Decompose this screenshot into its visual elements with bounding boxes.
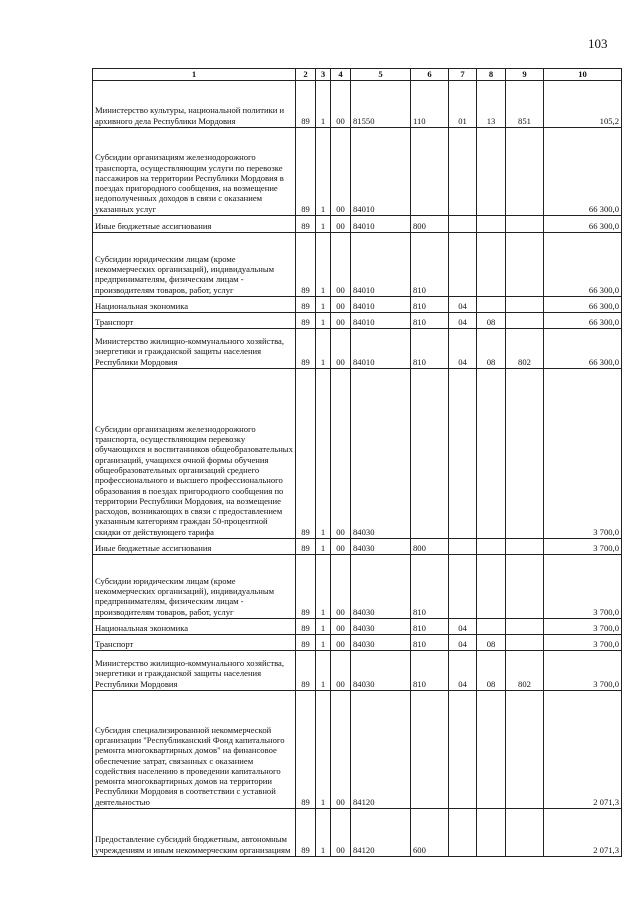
column-header-1: 1: [93, 69, 296, 81]
cell-col-3: 1: [316, 128, 331, 216]
cell-col-7: [449, 233, 477, 297]
cell-col-2: 89: [296, 555, 316, 619]
cell-col-5: 84010: [351, 313, 411, 329]
cell-col-7: [449, 539, 477, 555]
row-name: Предоставление субсидий бюджетным, автономным учреждениям и иным некоммерческим организациям: [93, 809, 296, 857]
table-row: [93, 369, 622, 539]
table-body: [93, 81, 622, 857]
cell-col-3: 1: [316, 691, 331, 809]
cell-col-10: 66 300,0: [544, 313, 622, 329]
cell-col-4: 00: [331, 635, 351, 651]
cell-col-3: 1: [316, 651, 331, 691]
row-name: Иные бюджетные ассигнования: [93, 216, 296, 233]
cell-col-7: 04: [449, 329, 477, 369]
cell-col-9: [506, 539, 544, 555]
cell-col-8: 08: [477, 635, 506, 651]
cell-col-2: 89: [296, 329, 316, 369]
cell-col-4: 00: [331, 297, 351, 313]
cell-col-2: 89: [296, 369, 316, 539]
column-header-10: 10: [544, 69, 622, 81]
cell-col-5: 84030: [351, 619, 411, 635]
cell-col-9: [506, 635, 544, 651]
cell-col-6: [411, 369, 449, 539]
cell-col-5: 81550: [351, 81, 411, 128]
row-name: Субсидии юридическим лицам (кроме некоммерческих организаций), индивидуальным предпринимателям, физическим лицам - производителям товаров, работ, услуг: [93, 233, 296, 297]
cell-col-10: 3 700,0: [544, 635, 622, 651]
cell-col-4: 00: [331, 313, 351, 329]
cell-col-8: [477, 233, 506, 297]
row-name: Субсидии организациям железнодорожного транспорта, осуществляющим перевозку обучающихся и воспитанников общеобразовательных организаций, учащихся очной формы обучения общеобразовательных организаций среднего профессионального и высшего профессионального образования в поездах пригородного сообщения по территории Республики Мордовия, на возмещение расходов, возникающих в связи с предоставлением указанным категориям граждан 50-процентной скидки от действующего тарифа: [93, 369, 296, 539]
cell-col-3: 1: [316, 369, 331, 539]
cell-col-10: 66 300,0: [544, 297, 622, 313]
column-header-9: 9: [506, 69, 544, 81]
cell-col-5: 84030: [351, 635, 411, 651]
cell-col-5: 84120: [351, 809, 411, 857]
cell-col-10: 3 700,0: [544, 539, 622, 555]
cell-col-2: 89: [296, 809, 316, 857]
table-row: [93, 539, 622, 555]
row-name: Министерство жилищно-коммунального хозяйства, энергетики и гражданской защиты населения Республики Мордовия: [93, 329, 296, 369]
cell-col-6: 600: [411, 809, 449, 857]
cell-col-8: [477, 555, 506, 619]
column-header-5: 5: [351, 69, 411, 81]
cell-col-4: 00: [331, 555, 351, 619]
cell-col-9: 802: [506, 329, 544, 369]
cell-col-6: 800: [411, 216, 449, 233]
cell-col-5: 84030: [351, 369, 411, 539]
cell-col-8: [477, 539, 506, 555]
cell-col-10: 66 300,0: [544, 216, 622, 233]
cell-col-9: 851: [506, 81, 544, 128]
cell-col-7: 04: [449, 619, 477, 635]
cell-col-8: [477, 691, 506, 809]
cell-col-6: 810: [411, 651, 449, 691]
cell-col-9: [506, 313, 544, 329]
cell-col-4: 00: [331, 369, 351, 539]
cell-col-9: [506, 128, 544, 216]
cell-col-4: 00: [331, 329, 351, 369]
cell-col-10: 66 300,0: [544, 329, 622, 369]
cell-col-3: 1: [316, 809, 331, 857]
cell-col-2: 89: [296, 233, 316, 297]
column-header-2: 2: [296, 69, 316, 81]
cell-col-8: [477, 619, 506, 635]
cell-col-2: 89: [296, 313, 316, 329]
cell-col-7: 04: [449, 313, 477, 329]
budget-table: [92, 68, 622, 857]
cell-col-6: 810: [411, 555, 449, 619]
cell-col-9: [506, 297, 544, 313]
cell-col-2: 89: [296, 539, 316, 555]
row-name: Транспорт: [93, 313, 296, 329]
cell-col-4: 00: [331, 619, 351, 635]
cell-col-5: 84120: [351, 691, 411, 809]
cell-col-4: 00: [331, 539, 351, 555]
cell-col-8: [477, 369, 506, 539]
row-name: Субсидии юридическим лицам (кроме некоммерческих организаций), индивидуальным предпринимателям, физическим лицам - производителям товаров, работ, услуг: [93, 555, 296, 619]
cell-col-9: [506, 369, 544, 539]
cell-col-3: 1: [316, 81, 331, 128]
cell-col-5: 84030: [351, 539, 411, 555]
row-name: Национальная экономика: [93, 297, 296, 313]
cell-col-7: [449, 691, 477, 809]
row-name: Транспорт: [93, 635, 296, 651]
table-row: [93, 809, 622, 857]
cell-col-2: 89: [296, 651, 316, 691]
cell-col-6: [411, 128, 449, 216]
page-number: 103: [588, 36, 608, 51]
cell-col-2: 89: [296, 81, 316, 128]
table-row: [93, 81, 622, 128]
cell-col-10: 105,2: [544, 81, 622, 128]
cell-col-9: 802: [506, 651, 544, 691]
table-row: [93, 128, 622, 216]
cell-col-5: 84010: [351, 297, 411, 313]
cell-col-3: 1: [316, 313, 331, 329]
column-header-8: 8: [477, 69, 506, 81]
cell-col-7: [449, 809, 477, 857]
cell-col-5: 84010: [351, 329, 411, 369]
cell-col-7: [449, 369, 477, 539]
cell-col-7: [449, 216, 477, 233]
cell-col-6: 800: [411, 539, 449, 555]
row-name: Национальная экономика: [93, 619, 296, 635]
cell-col-8: [477, 297, 506, 313]
cell-col-8: 08: [477, 313, 506, 329]
table-row: [93, 313, 622, 329]
cell-col-6: 810: [411, 297, 449, 313]
cell-col-6: 810: [411, 329, 449, 369]
cell-col-6: [411, 691, 449, 809]
cell-col-6: 810: [411, 313, 449, 329]
table-row: [93, 619, 622, 635]
cell-col-10: 2 071,3: [544, 809, 622, 857]
cell-col-3: 1: [316, 329, 331, 369]
table-row: [93, 691, 622, 809]
column-header-4: 4: [331, 69, 351, 81]
cell-col-10: 66 300,0: [544, 128, 622, 216]
row-name: Министерство культуры, национальной политики и архивного дела Республики Мордовия: [93, 81, 296, 128]
cell-col-3: 1: [316, 539, 331, 555]
cell-col-9: [506, 619, 544, 635]
cell-col-6: 110: [411, 81, 449, 128]
cell-col-4: 00: [331, 81, 351, 128]
cell-col-10: 66 300,0: [544, 233, 622, 297]
column-header-3: 3: [316, 69, 331, 81]
cell-col-9: [506, 555, 544, 619]
table-row: [93, 297, 622, 313]
cell-col-3: 1: [316, 619, 331, 635]
cell-col-3: 1: [316, 635, 331, 651]
cell-col-8: [477, 128, 506, 216]
table-row: [93, 555, 622, 619]
table-row: [93, 651, 622, 691]
cell-col-9: [506, 233, 544, 297]
cell-col-8: [477, 216, 506, 233]
cell-col-9: [506, 691, 544, 809]
cell-col-10: 3 700,0: [544, 619, 622, 635]
cell-col-10: 3 700,0: [544, 651, 622, 691]
cell-col-7: [449, 128, 477, 216]
cell-col-2: 89: [296, 619, 316, 635]
cell-col-3: 1: [316, 297, 331, 313]
cell-col-7: 04: [449, 635, 477, 651]
cell-col-4: 00: [331, 128, 351, 216]
cell-col-7: 04: [449, 297, 477, 313]
cell-col-2: 89: [296, 128, 316, 216]
cell-col-5: 84010: [351, 216, 411, 233]
column-header-6: 6: [411, 69, 449, 81]
cell-col-10: 3 700,0: [544, 555, 622, 619]
cell-col-4: 00: [331, 233, 351, 297]
table-row: [93, 329, 622, 369]
cell-col-2: 89: [296, 635, 316, 651]
cell-col-4: 00: [331, 651, 351, 691]
table-row: [93, 233, 622, 297]
cell-col-2: 89: [296, 691, 316, 809]
column-header-7: 7: [449, 69, 477, 81]
cell-col-6: 810: [411, 635, 449, 651]
cell-col-8: 08: [477, 651, 506, 691]
cell-col-4: 00: [331, 216, 351, 233]
cell-col-6: 810: [411, 619, 449, 635]
cell-col-10: 3 700,0: [544, 369, 622, 539]
cell-col-8: 08: [477, 329, 506, 369]
cell-col-5: 84030: [351, 555, 411, 619]
cell-col-7: [449, 555, 477, 619]
cell-col-5: 84010: [351, 233, 411, 297]
cell-col-2: 89: [296, 216, 316, 233]
table-row: [93, 216, 622, 233]
cell-col-5: 84010: [351, 128, 411, 216]
cell-col-7: 01: [449, 81, 477, 128]
table-header-row: [93, 69, 622, 81]
cell-col-3: 1: [316, 233, 331, 297]
row-name: Субсидии организациям железнодорожного транспорта, осуществляющим услуги по перевозке пассажиров на территории Республики Мордовия в поездах пригородного сообщения, на возмещение недополученных доходов в связи с оказанием указанных услуг: [93, 128, 296, 216]
cell-col-3: 1: [316, 555, 331, 619]
row-name: Субсидия специализированной некоммерческой организации "Республиканский Фонд капитального ремонта многоквартирных домов" на финансовое обеспечение затрат, связанных с оказанием содействия населению в проведении капитального ремонта многоквартирных домов на территории Республики Мордовия в соответствии с уставной деятельностью: [93, 691, 296, 809]
cell-col-2: 89: [296, 297, 316, 313]
cell-col-9: [506, 809, 544, 857]
cell-col-8: [477, 809, 506, 857]
cell-col-3: 1: [316, 216, 331, 233]
row-name: Министерство жилищно-коммунального хозяйства, энергетики и гражданской защиты населения Республики Мордовия: [93, 651, 296, 691]
cell-col-10: 2 071,3: [544, 691, 622, 809]
cell-col-7: 04: [449, 651, 477, 691]
cell-col-6: 810: [411, 233, 449, 297]
cell-col-4: 00: [331, 809, 351, 857]
table-row: [93, 635, 622, 651]
cell-col-5: 84030: [351, 651, 411, 691]
cell-col-9: [506, 216, 544, 233]
cell-col-8: 13: [477, 81, 506, 128]
cell-col-4: 00: [331, 691, 351, 809]
row-name: Иные бюджетные ассигнования: [93, 539, 296, 555]
